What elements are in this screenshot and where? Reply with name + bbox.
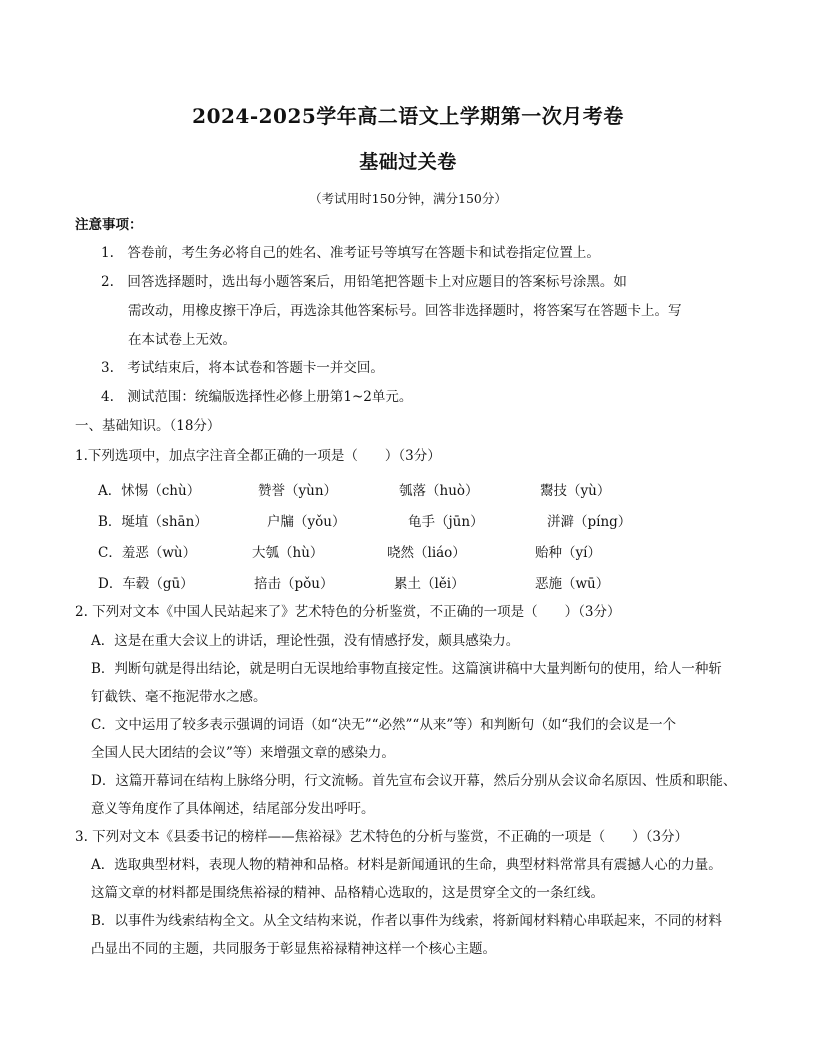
q1-option-d: D．车毂（gū） xyxy=(98,576,194,592)
exam-info: （考试用时150分钟，满分150分） xyxy=(309,191,507,206)
q2-option-d-continuation: 意义等角度作了具体阐述，结尾部分发出呼吁。 xyxy=(91,801,375,817)
notice-item: 3. 考试结束后，将本试卷和答题卡一并交回。 xyxy=(101,360,384,376)
q1-option-b-word: 户牖（yǒu） xyxy=(267,514,346,530)
q2-option-b: B．判断句就是得出结论，就是明白无误地给事物直接定性。这篇演讲稿中大量判断句的使用，给人一种斩 xyxy=(91,661,722,677)
q2-option-b-continuation: 钉截铁、毫不拖泥带水之感。 xyxy=(91,689,267,705)
q1-option-d-word: 掊击（pǒu） xyxy=(254,576,334,592)
notice-item: 2. 回答选择题时，选出每小题答案后，用铅笔把答题卡上对应题目的答案标号涂黑。如 xyxy=(101,274,627,290)
question-1-stem: 1.下列选项中，加点字注音全都正确的一项是（ ）（3分） xyxy=(75,448,441,464)
q2-option-c: C．文中运用了较多表示强调的词语（如“决无”“必然”“从来”等）和判断句（如“我们的会议是一个 xyxy=(91,717,677,733)
q1-option-c-word: 哓然（liáo） xyxy=(387,545,466,561)
notice-item-continuation: 在本试卷上无效。 xyxy=(128,332,236,348)
q3-option-a: A．选取典型材料，表现人物的精神和品格。材料是新闻通讯的生命，典型材料常常具有震撼人心的力量。 xyxy=(91,857,722,873)
q2-option-d: D．这篇开幕词在结构上脉络分明，行文流畅。首先宣布会议开幕，然后分别从会议命名原因、性质和职能、 xyxy=(91,773,737,789)
section-heading: 一、基础知识。（18分） xyxy=(75,418,221,434)
q1-option-a-word: 赞誉（yùn） xyxy=(258,483,338,499)
exam-subtitle: 基础过关卷 xyxy=(359,151,457,173)
q1-option-c-word: 大瓠（hù） xyxy=(252,545,324,561)
q1-option-b-word: 洴澼（píng） xyxy=(547,514,632,530)
question-3-stem: 3. 下列对文本《县委书记的榜样——焦裕禄》艺术特色的分析与鉴赏，不正确的一项是（ ）（3分） xyxy=(75,829,689,845)
notice-item-continuation: 需改动，用橡皮擦干净后，再选涂其他答案标号。回答非选择题时，将答案写在答题卡上。写 xyxy=(128,303,682,319)
q1-option-a-word: 鬻技（yù） xyxy=(540,483,611,499)
q1-option-c: C．羞恶（wù） xyxy=(98,545,197,561)
q2-option-c-continuation: 全国人民大团结的会议”等）来增强文章的感染力。 xyxy=(91,745,395,761)
q1-option-a-word: 瓠落（huò） xyxy=(399,483,479,499)
notice-item: 1. 答卷前，考生务必将自己的姓名、准考证号等填写在答题卡和试卷指定位置上。 xyxy=(101,245,600,261)
q2-option-a: A．这是在重大会议上的讲话，理论性强，没有情感抒发，颇具感染力。 xyxy=(91,633,520,649)
q1-option-d-word: 恶施（wū） xyxy=(535,576,610,592)
q3-option-b-continuation: 凸显出不同的主题，共同服务于彰显焦裕禄精神这样一个核心主题。 xyxy=(91,941,496,957)
q1-option-c-word: 贻种（yí） xyxy=(535,545,601,561)
q1-option-b-word: 龟手（jūn） xyxy=(408,514,484,530)
q1-option-a: A．怵惕（chù） xyxy=(98,483,201,499)
q3-option-a-continuation: 这篇文章的材料都是围绕焦裕禄的精神、品格精心选取的，这是贯穿全文的一条红线。 xyxy=(91,885,604,901)
notice-item: 4. 测试范围：统编版选择性必修上册第1~2单元。 xyxy=(101,389,413,405)
q1-option-d-word: 累土（lěi） xyxy=(394,576,465,592)
exam-title: 2024-2025学年高二语文上学期第一次月考卷 xyxy=(192,104,624,128)
q1-option-b: B．埏埴（shān） xyxy=(98,514,208,530)
q3-option-b: B．以事件为线索结构全文。从全文结构来说，作者以事件为线索，将新闻材料精心串联起来，不同的材料 xyxy=(91,913,722,929)
question-2-stem: 2. 下列对文本《中国人民站起来了》艺术特色的分析鉴赏，不正确的一项是（ ）（3分） xyxy=(75,604,621,620)
notice-heading: 注意事项： xyxy=(75,217,143,233)
